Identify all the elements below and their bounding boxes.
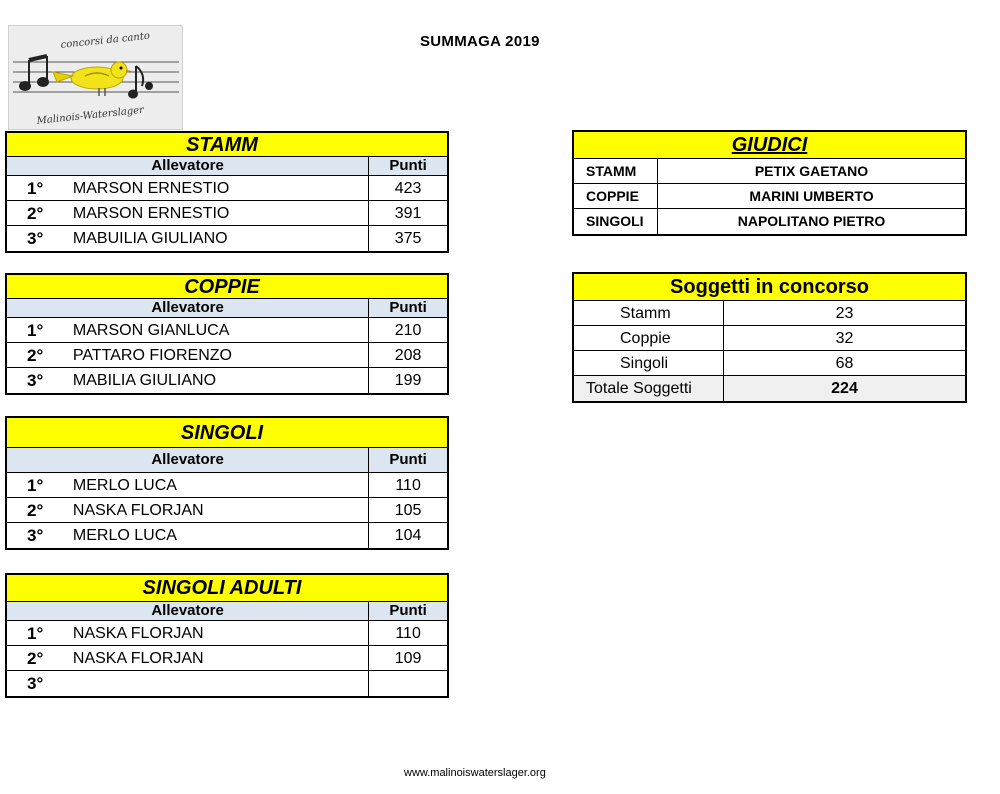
category: Coppie [574,326,724,350]
breeder-name: MABUILIA GIULIANO [72,230,228,247]
points: 110 [368,621,447,645]
breeder-name: MERLO LUCA [72,527,177,544]
breeder-name: MARSON ERNESTIO [72,180,230,197]
logo-top-text: concorsi da canto [60,30,151,51]
table-row [7,176,447,201]
column-punti: Punti [368,299,447,317]
column-punti: Punti [368,448,447,472]
points: 210 [368,318,447,342]
table-row [574,351,965,376]
breeder-name: NASKA FLORJAN [72,502,204,519]
table-row [7,201,447,226]
table-row [7,368,447,393]
website-link[interactable]: www.malinoiswaterslager.org [404,767,546,779]
entries-table [572,272,967,403]
position: 1° [27,321,44,340]
column-header [7,299,447,318]
judge-name: NAPOLITANO PIETRO [737,213,886,229]
ranking-table-stamm [5,131,449,253]
column-allevatore: Allevatore [151,157,224,174]
points: 423 [368,176,447,200]
table-row [7,498,447,523]
table-row [7,621,447,646]
table-row [574,326,965,351]
table-row [574,301,965,326]
table-row [574,184,965,209]
total-label: Totale Soggetti [574,376,724,401]
column-header [7,602,447,621]
category: STAMM [574,159,658,183]
table-row [574,209,965,234]
position: 3° [27,229,44,248]
column-punti: Punti [368,157,447,175]
position: 2° [27,346,44,365]
logo-bottom-text: Malinois-Waterslager [36,104,145,127]
column-header [7,157,447,176]
table-row [7,523,447,548]
table-row [7,343,447,368]
category: Singoli [574,351,724,375]
points: 199 [368,368,447,393]
judge-name: MARINI UMBERTO [749,188,874,204]
count: 68 [835,355,854,372]
ranking-table-singoli [5,416,449,550]
breeder-name [73,671,368,696]
count: 23 [835,305,854,322]
column-allevatore: Allevatore [151,602,224,619]
total-row [574,376,965,401]
breeder-name: NASKA FLORJAN [72,650,204,667]
position: 2° [27,204,44,223]
club-logo [8,25,183,130]
page-title: SUMMAGA 2019 [420,33,540,50]
position: 3° [27,674,44,693]
points [368,671,447,696]
table-title: Soggetti in concorso [574,274,965,301]
column-punti: Punti [368,602,447,620]
position: 1° [27,624,44,643]
category: COPPIE [574,184,658,208]
breeder-name: MERLO LUCA [72,477,177,494]
table-row [7,671,447,696]
breeder-name: NASKA FLORJAN [72,625,204,642]
breeder-name: MARSON GIANLUCA [72,322,230,339]
breeder-name: PATTARO FIORENZO [72,347,232,364]
table-row [574,159,965,184]
table-row [7,226,447,251]
position: 3° [27,526,44,545]
points: 391 [368,201,447,225]
table-title: GIUDICI [574,132,965,159]
total-value: 224 [831,380,858,397]
position: 1° [27,476,44,495]
position: 2° [27,501,44,520]
points: 110 [368,473,447,497]
ranking-table-singoli-adulti [5,573,449,698]
category: Stamm [574,301,724,325]
column-header [7,448,447,473]
table-title: SINGOLI ADULTI [7,575,447,602]
breeder-name: MABILIA GIULIANO [72,372,217,389]
judge-name: PETIX GAETANO [754,163,869,179]
points: 208 [368,343,447,367]
table-row [7,318,447,343]
table-title: COPPIE [7,275,447,299]
judges-table [572,130,967,236]
column-allevatore: Allevatore [151,451,224,468]
column-allevatore: Allevatore [151,299,224,316]
points: 105 [368,498,447,522]
canary-music-logo-icon [9,26,184,131]
points: 109 [368,646,447,670]
breeder-name: MARSON ERNESTIO [72,205,230,222]
position: 1° [27,179,44,198]
position: 3° [27,371,44,390]
count: 32 [835,330,854,347]
table-row [7,473,447,498]
table-row [7,646,447,671]
points: 375 [368,226,447,251]
category: SINGOLI [574,209,658,234]
ranking-table-coppie [5,273,449,395]
table-title: SINGOLI [7,418,447,448]
table-title: STAMM [7,133,447,157]
points: 104 [368,523,447,548]
position: 2° [27,649,44,668]
